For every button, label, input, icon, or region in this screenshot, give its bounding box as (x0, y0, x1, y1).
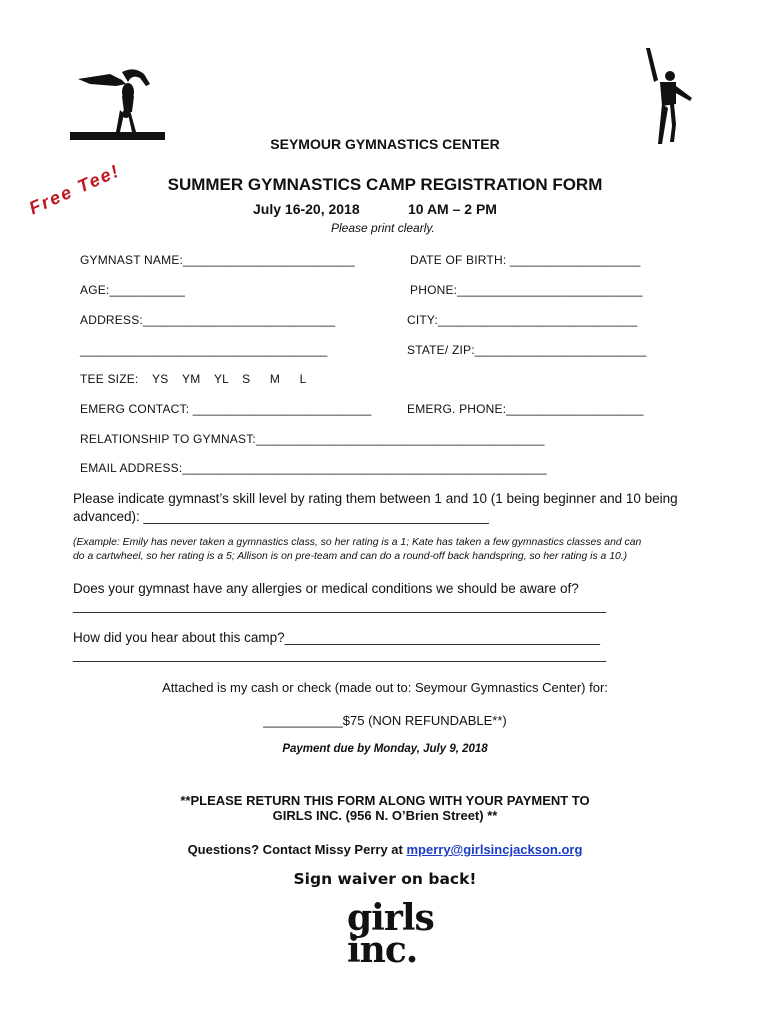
city-field[interactable]: CITY:_____________________________ (407, 313, 638, 327)
payment-due-text: Payment due by Monday, July 9, 2018 (282, 743, 488, 755)
form-title: SUMMER GYMNASTICS CAMP REGISTRATION FORM (167, 175, 603, 194)
sign-waiver-note: Sign waiver on back! (293, 870, 477, 888)
tee-size-option[interactable]: L (299, 372, 307, 386)
center-name: SEYMOUR GYMNASTICS CENTER (270, 136, 500, 152)
tee-size-option[interactable]: YL (213, 372, 229, 386)
logo-line-2: inc. (347, 929, 418, 972)
emergency-contact-field[interactable]: EMERG CONTACT: __________________________ (80, 402, 372, 416)
contact-line (0, 842, 770, 857)
skill-level-prompt: Please indicate gymnast’s skill level by rating them between 1 and 10 (1 being beginner and 10 being (73, 491, 678, 506)
gymnast-name-field[interactable]: GYMNAST NAME:_________________________ (80, 253, 355, 267)
tee-size-option[interactable]: YM (182, 372, 201, 386)
tee-size-label: TEE SIZE: (80, 372, 139, 386)
contact-email-link[interactable]: mperry@girlsincjackson.org (406, 842, 583, 857)
emergency-phone-field[interactable]: EMERG. PHONE:____________________ (407, 402, 644, 416)
tee-size-option[interactable]: YS (152, 372, 169, 386)
print-instruction: Please print clearly. (331, 221, 435, 235)
payment-attached-text: Attached is my cash or check (made out to: Seymour Gymnastics Center) for: (162, 680, 608, 695)
camp-times: 10 AM – 2 PM (408, 201, 497, 217)
gymnast-pose-illustration (636, 46, 696, 146)
state-zip-field[interactable]: STATE/ ZIP:_________________________ (407, 343, 647, 357)
tee-size-row (80, 372, 307, 386)
gymnast-beam-illustration (70, 62, 170, 144)
camp-dates: July 16-20, 2018 (253, 201, 360, 217)
skill-example-line2: do a cartwheel, so her rating is a 5; Allison is on pre-team and can do a round-off back handspring, so her rating is a 10.) (73, 551, 628, 562)
return-instructions-line1: **PLEASE RETURN THIS FORM ALONG WITH YOUR PAYMENT TO (180, 793, 590, 808)
email-address-field[interactable]: EMAIL ADDRESS:_____________________________________________________ (80, 461, 547, 475)
skill-level-field[interactable]: advanced): ______________________________________________ (73, 509, 489, 524)
payment-amount-field[interactable]: ___________$75 (NON REFUNDABLE**) (263, 713, 507, 728)
age-field[interactable]: AGE:___________ (80, 283, 186, 297)
return-instructions-line2: GIRLS INC. (956 N. O’Brien Street) ** (272, 808, 498, 823)
tee-size-option[interactable]: M (269, 372, 281, 386)
skill-example-line1: (Example: Emily has never taken a gymnastics class, so her rating is a 1; Kate has taken a few gymnastics classes and can (73, 537, 642, 548)
address-field[interactable]: ADDRESS:____________________________ (80, 313, 336, 327)
hear-about-answer-line[interactable]: _______________________________________________________________________ (73, 647, 607, 662)
girls-inc-logo (347, 897, 434, 972)
allergies-answer-line[interactable]: _______________________________________________________________________ (73, 598, 607, 613)
phone-field[interactable]: PHONE:___________________________ (410, 283, 643, 297)
free-tee-promo: Free Tee! (26, 160, 124, 219)
date-of-birth-field[interactable]: DATE OF BIRTH: ___________________ (410, 253, 641, 267)
address-line2-field[interactable]: ____________________________________ (80, 343, 328, 357)
contact-prefix: Questions? Contact Missy Perry at (187, 842, 403, 857)
logo-line-1: girls (347, 897, 434, 939)
allergies-question: Does your gymnast have any allergies or medical conditions we should be aware of? (73, 581, 579, 596)
hear-about-camp-field[interactable]: How did you hear about this camp?__________________________________________ (73, 630, 600, 645)
tee-size-option[interactable]: S (242, 372, 251, 386)
relationship-field[interactable]: RELATIONSHIP TO GYMNAST:__________________________________________ (80, 432, 545, 446)
